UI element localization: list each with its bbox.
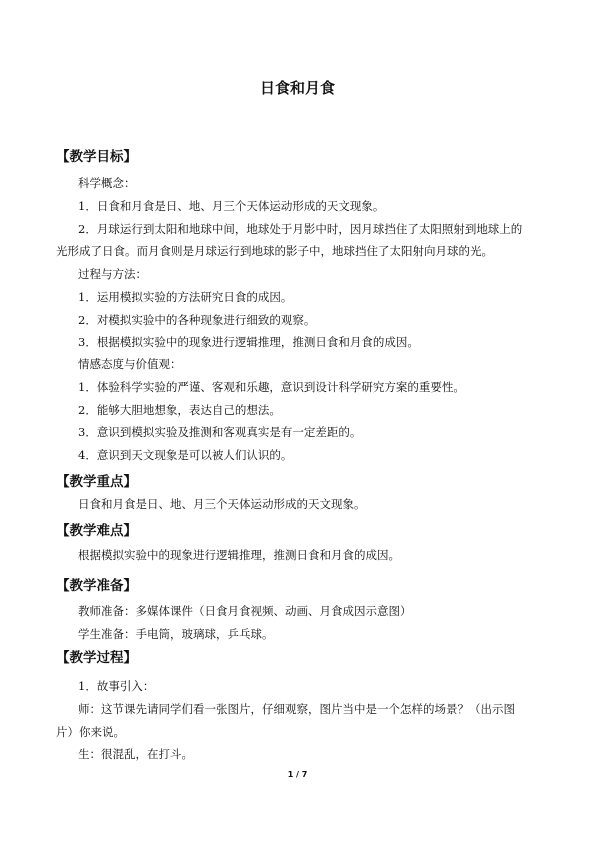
goals-line: 科学概念：: [78, 176, 136, 190]
preparation-line: 教师准备：多媒体课件（日食月食视频、动画、月食成因示意图）: [78, 604, 412, 618]
document-title: 日食和月食: [259, 79, 335, 97]
goals-line: 1．体验科学实验的严谨、客观和乐趣，意识到设计科学研究方案的重要性。: [78, 380, 465, 394]
heading-process: 【教学过程】: [56, 650, 137, 666]
goals-line: 过程与方法：: [78, 267, 147, 281]
heading-preparation: 【教学准备】: [56, 578, 137, 594]
goals-line: 情感态度与价值观：: [78, 357, 182, 371]
goals-line: 光形成了日食。而月食则是月球运行到地球的影子中，地球挡住了太阳射向月球的光。: [56, 244, 493, 258]
heading-teaching-goals: 【教学目标】: [56, 149, 137, 165]
goals-line: 1．日食和月食是日、地、月三个天体运动形成的天文现象。: [78, 199, 385, 213]
page-number: 1 / 7: [287, 770, 308, 779]
goals-line: 1．运用模拟实验的方法研究日食的成因。: [78, 290, 293, 304]
process-line: 片）你来说。: [56, 725, 125, 739]
process-line: 1．故事引入：: [78, 679, 155, 693]
process-line: 师：这节课先请同学们看一张图片，仔细观察，图片当中是一个怎样的场景？（出示图: [78, 702, 515, 716]
goals-line: 3．意识到模拟实验及推测和客观真实是有一定差距的。: [78, 425, 362, 439]
preparation-line: 学生准备：手电筒，玻璃球，乒乓球。: [78, 627, 274, 641]
key-points-text: 日食和月食是日、地、月三个天体运动形成的天文现象。: [78, 497, 366, 511]
heading-key-points: 【教学重点】: [56, 474, 137, 490]
goals-line: 2．对模拟实验中的各种现象进行细致的观察。: [78, 313, 316, 327]
difficult-points-text: 根据模拟实验中的现象进行逻辑推理，推测日食和月食的成因。: [78, 548, 400, 562]
goals-line: 2．月球运行到太阳和地球中间，地球处于月影中时，因月球挡住了太阳照射到地球上的: [78, 222, 523, 236]
goals-line: 3．根据模拟实验中的现象进行逻辑推理，推测日食和月食的成因。: [78, 335, 419, 349]
goals-line: 4．意识到天文现象是可以被人们认识的。: [78, 448, 293, 462]
goals-line: 2．能够大胆地想象，表达自己的想法。: [78, 403, 281, 417]
heading-difficult-points: 【教学难点】: [56, 523, 137, 539]
process-line: 生：很混乱，在打斗。: [78, 747, 193, 761]
